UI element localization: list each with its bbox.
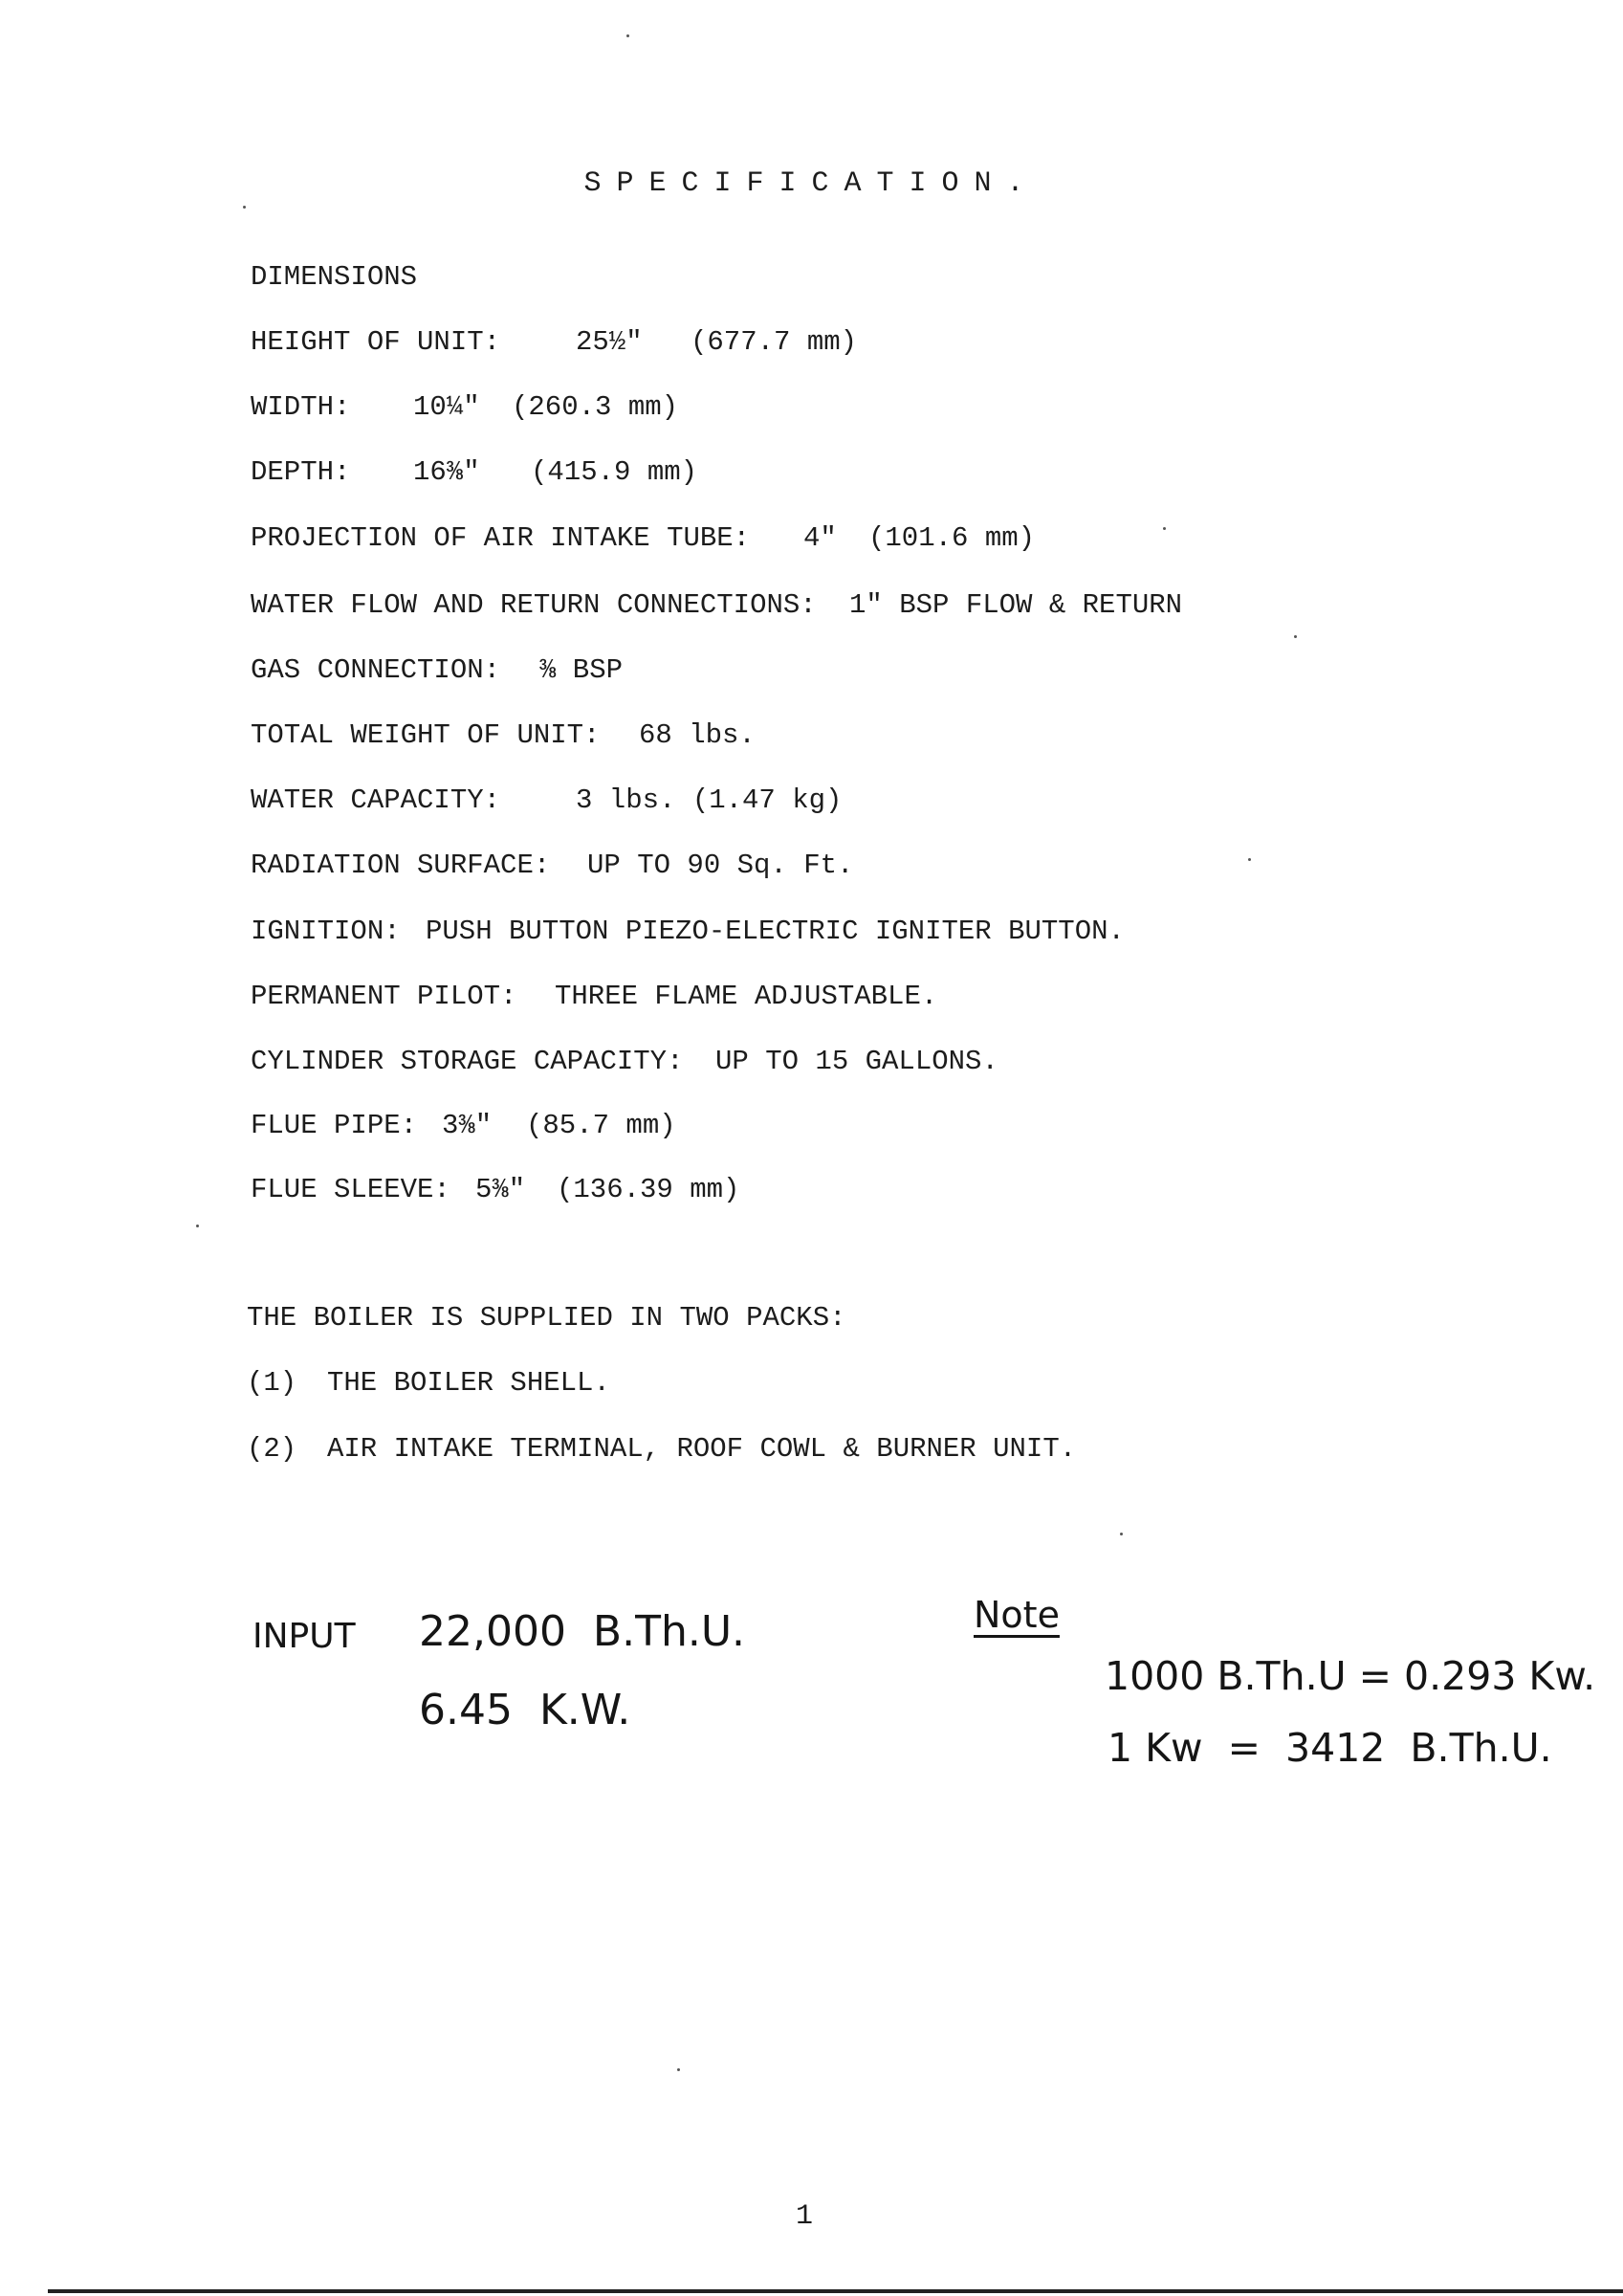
scan-speck [1120,1533,1123,1535]
handwritten-input-label: INPUT [252,1617,356,1656]
spec-depth-label: DEPTH: [251,456,351,488]
spec-height-extra: (677.7 mm) [691,326,858,358]
spec-projection-extra: (101.6 mm) [868,522,1036,554]
spec-flue-pipe-value: 3⅜" [442,1110,493,1141]
page-number: 1 [796,2200,814,2233]
scan-speck [196,1225,199,1227]
spec-width-extra: (260.3 mm) [512,391,679,423]
scan-speck [243,206,246,209]
spec-flue-pipe-label: FLUE PIPE: [251,1110,418,1141]
spec-ignition-value: PUSH BUTTON PIEZO-ELECTRIC IGNITER BUTTON. [426,916,1125,947]
scan-speck [1248,858,1251,861]
spec-cylinder-value: UP TO 15 GALLONS. [715,1046,998,1077]
pack-1-number: (1) [247,1367,297,1399]
spec-depth-value: 16⅜" [413,456,480,488]
spec-width-label: WIDTH: [251,391,351,423]
pack-1-text: THE BOILER SHELL. [327,1367,610,1399]
spec-projection-value: 4" [803,522,837,554]
scan-speck [1163,527,1166,530]
section-heading: DIMENSIONS [251,261,418,293]
spec-water-capacity-value: 3 lbs. (1.47 kg) [576,784,843,816]
spec-projection-label: PROJECTION OF AIR INTAKE TUBE: [251,522,751,554]
spec-height-value: 25½" [576,326,643,358]
scan-speck [626,34,629,37]
spec-flue-sleeve-value: 5⅜" [475,1174,526,1205]
bottom-rule [48,2289,1623,2293]
spec-flue-sleeve-extra: (136.39 mm) [557,1174,740,1205]
handwritten-note-line-1: 1000 B.Th.U = 0.293 Kw. [1105,1653,1596,1699]
spec-weight-value: 68 lbs. [639,719,756,751]
scan-speck [677,2068,680,2071]
pack-2-number: (2) [247,1433,297,1465]
spec-water-flow-value: 1" BSP FLOW & RETURN [849,589,1183,621]
handwritten-input-kw: 6.45 K.W. [419,1686,631,1734]
spec-height-label: HEIGHT OF UNIT: [251,326,501,358]
handwritten-note-label: Note [974,1594,1060,1636]
spec-ignition-label: IGNITION: [251,916,401,947]
spec-flue-pipe-extra: (85.7 mm) [526,1110,676,1141]
spec-cylinder-label: CYLINDER STORAGE CAPACITY: [251,1046,684,1077]
scan-speck [1294,635,1297,638]
handwritten-note-line-2: 1 Kw = 3412 B.Th.U. [1108,1725,1552,1771]
spec-width-value: 10¼" [413,391,480,423]
spec-radiation-label: RADIATION SURFACE: [251,850,551,881]
spec-pilot-value: THREE FLAME ADJUSTABLE. [555,981,938,1012]
spec-water-capacity-label: WATER CAPACITY: [251,784,501,816]
spec-pilot-label: PERMANENT PILOT: [251,981,517,1012]
spec-gas-label: GAS CONNECTION: [251,654,501,686]
spec-weight-label: TOTAL WEIGHT OF UNIT: [251,719,601,751]
document-title: SPECIFICATION. [583,167,1040,200]
spec-water-flow-label: WATER FLOW AND RETURN CONNECTIONS: [251,589,817,621]
spec-gas-value: ⅜ BSP [539,654,624,686]
packs-intro: THE BOILER IS SUPPLIED IN TWO PACKS: [247,1302,846,1334]
spec-depth-extra: (415.9 mm) [531,456,698,488]
pack-2-text: AIR INTAKE TERMINAL, ROOF COWL & BURNER UNIT. [327,1433,1077,1465]
handwritten-input-btu: 22,000 B.Th.U. [419,1607,746,1656]
spec-flue-sleeve-label: FLUE SLEEVE: [251,1174,450,1205]
spec-radiation-value: UP TO 90 Sq. Ft. [587,850,854,881]
